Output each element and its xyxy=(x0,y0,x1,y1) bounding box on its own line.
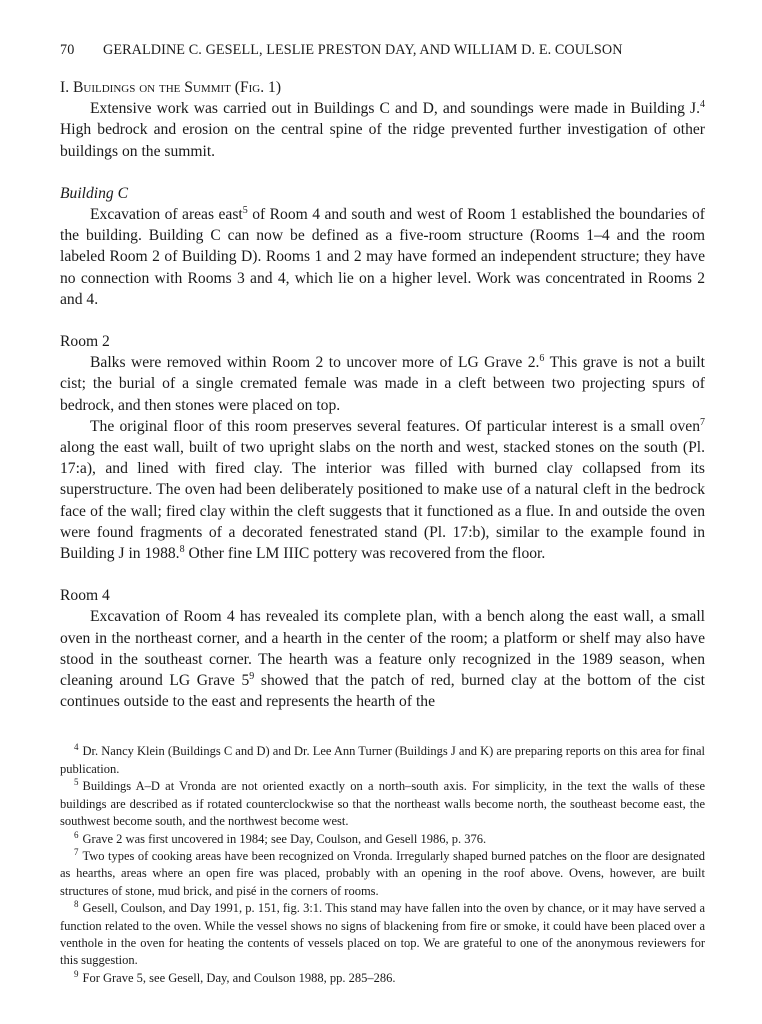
footnote: $^6$ Grave 2 was first uncovered in 1984; see Day, Coulson, and Gesell 1986, p. 376. xyxy=(74,829,487,846)
paragraph: Balks were removed within Room 2 to uncover more of LG Grave 2.$^6$ This grave is not a built cist; the burial of a single cremated female was made in a cleft between two projecting spurs of bedrock, and then stones were placed on top. xyxy=(60,353,705,414)
paragraph: Excavation of areas east$^5$ of Room 4 and south and west of Room 1 established the boundaries of the building. Building C can now be defined as a five-room structure (Rooms 1–4 and the room labeled Room 2 of Building D). Rooms 1 and 2 may have formed an independent structure; they have no connection with Rooms 3 and 4, which lie on a higher level. Work was concentrated in Rooms 2 and 4. xyxy=(60,205,705,308)
running-head-authors: GERALDINE C. GESELL, LESLIE PRESTON DAY, AND WILLIAM D. E. COULSON xyxy=(103,42,623,58)
page-number: 70 xyxy=(60,42,75,58)
subsection-heading: Building C xyxy=(60,184,129,202)
subsection-heading: Room 4 xyxy=(60,587,110,605)
body-text xyxy=(60,77,705,712)
section-heading: I. Buildings on the Summit (Fig. 1) xyxy=(60,79,282,96)
footnote: $^8$ Gesell, Coulson, and Day 1991, p. 151, fig. 3:1. This stand may have fallen into the oven by chance, or it may have served a function related to the oven. While the vessel shows no signs of blackening from fire or smoke, it could have been placed over a venthole in the oven for heating the contents of vessels placed on top. We are grateful to one of the anonymous reviewers for this suggestion. xyxy=(60,899,705,968)
section-room-4 xyxy=(60,585,705,712)
footnote-ref[interactable]: 5 xyxy=(242,205,248,217)
section-buildings-on-summit xyxy=(60,77,705,162)
footnote: $^7$ Two types of cooking areas have been recognized on Vronda. Irregularly shaped burned patches on the floor are designated as hearths, areas where an open fire was placed, probably with an opening in the roof above. Ovens, however, are built structures of stone, mud brick, and pisé in the corners of rooms. xyxy=(60,846,705,898)
paragraph: The original floor of this room preserves several features. Of particular interest is a small oven$^7$ along the east wall, built of two upright slabs on the north and west, stacked stones on the south (Pl. 17:a), and lined with fired clay. The interior was filled with burned clay collapsed from its superstructure. The oven had been deliberately positioned to make use of a natural cleft in the bedrock face of the wall; fired clay within the cleft suggests that it functioned as a flue. In and outside the oven were found fragments of a decorated fenestrated stand (Pl. 17:b), similar to the example found in Building J in 1988.$^8$ Other fine LM IIIC pottery was recovered from the floor. xyxy=(60,416,705,563)
footnote-number: 8 xyxy=(74,899,79,910)
footnote-number: 9 xyxy=(74,968,79,979)
footnote: $^9$ For Grave 5, see Gesell, Day, and Coulson 1988, pp. 285–286. xyxy=(74,968,396,985)
subsection-heading: Room 2 xyxy=(60,333,110,351)
page xyxy=(60,42,705,987)
footnote-ref[interactable]: 6 xyxy=(539,353,545,365)
footnote: $^4$ Dr. Nancy Klein (Buildings C and D) and Dr. Lee Ann Turner (Buildings J and K) are preparing reports on this area for final publication. xyxy=(60,742,705,776)
paragraph: Extensive work was carried out in Buildings C and D, and soundings were made in Building J.$^4$ High bedrock and erosion on the central spine of the ridge prevented further investigation of other buildings on the summit. xyxy=(60,99,705,160)
footnote-number: 4 xyxy=(74,742,79,753)
running-head xyxy=(60,42,705,59)
paragraph: Excavation of Room 4 has revealed its complete plan, with a bench along the east wall, a small oven in the northeast corner, and a hearth in the center of the room; a platform or shelf may also have stood in the southeast corner. The hearth was a feature only recognized in the 1989 season, when cleaning around LG Grave $5^9$ showed that the patch of red, burned clay at the bottom of the cist continues outside to the east and represents the hearth of the xyxy=(60,608,705,711)
footnote-number: 5 xyxy=(74,777,79,788)
footnote-ref[interactable]: 4 xyxy=(700,99,705,111)
footnote-ref[interactable]: 8 xyxy=(179,544,185,556)
footnote: $^5$ Buildings A–D at Vronda are not oriented exactly on a north–south axis. For simplicity, in the text the walls of these buildings are described as if rotated counterclockwise so that the northeast walls become north, the southeast become east, the southwest become south, and the northwest become west. xyxy=(60,777,705,829)
footnote-number: 6 xyxy=(74,829,79,840)
section-room-2 xyxy=(60,331,705,564)
footnote-ref[interactable]: 9 xyxy=(249,671,255,683)
section-building-c xyxy=(60,183,705,310)
footnotes xyxy=(60,743,705,987)
footnote-number: 7 xyxy=(74,846,79,857)
footnote-ref[interactable]: 7 xyxy=(700,416,705,428)
